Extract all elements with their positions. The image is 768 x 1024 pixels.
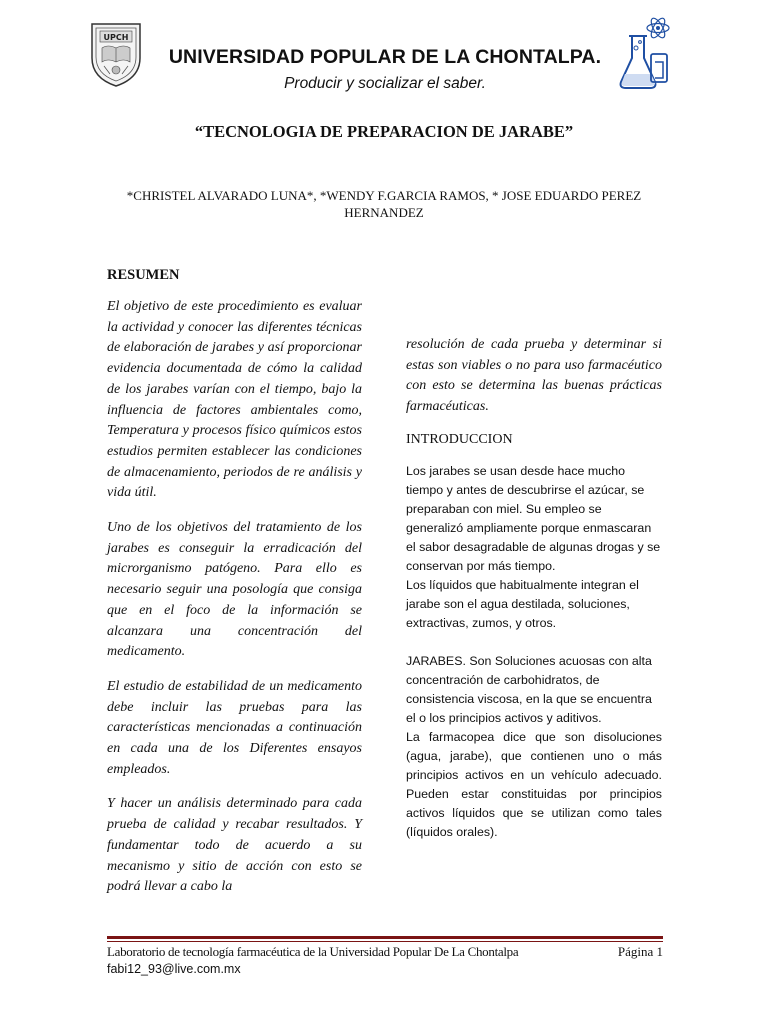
resumen-continuation: resolución de cada prueba y determinar si estas son viables o no para uso farmacéutico con esto se determina las buenas prácticas farmacéuticas. [406,337,662,415]
chemistry-flask-logo [618,12,674,94]
university-seal-logo [88,18,144,88]
paragraph-gap [406,633,662,652]
introduccion-heading: INTRODUCCION [406,431,513,447]
resumen-paragraph: El objetivo de este procedimiento es evaluar la actividad y conocer las diferentes técnicas de elaboración de jarabes y así proporcionar evidencia documentada de cómo la calidad de los jarabes varían con el tiempo, bajo la influencia de factores ambientales como, Temperatura y procesos físico químicos estos estudios permiten establecer las condiciones de almacenamiento, periodos de re análisis y vida útil. [107,299,362,501]
university-name: UNIVERSIDAD POPULAR DE LA CHONTALPA. [168,46,602,68]
resumen-paragraph: Y hacer un análisis determinado para cada prueba de calidad y recabar resultados. Y fundamentar todo de acuerdo a su mecanismo y sitio de acción con esto se podrá llevar a cabo la [107,796,362,895]
footer-text: Laboratorio de tecnología farmacéutica de la Universidad Popular De La Chontalpa [107,944,519,959]
resumen-heading: RESUMEN [107,267,180,283]
svg-text:UPCH: UPCH [103,33,129,42]
resumen-paragraph: El estudio de estabilidad de un medicamento debe incluir las pruebas para las características mencionadas a continuación en cada una de los Diferentes ensayos empleados. [107,678,362,777]
authors-line: *CHRISTEL ALVARADO LUNA*, *WENDY F.GARCIA RAMOS, * JOSE EDUARDO PEREZ HERNANDEZ [126,188,642,220]
left-column [107,297,362,912]
footer-email: fabi12_93@live.com.mx [107,962,241,976]
footer-rule-thick [107,936,663,939]
intro-paragraph: Los líquidos que habitualmente integran el jarabe son el agua destilada, soluciones, extractivas, zumos, y otros. [406,577,639,630]
page-footer [107,944,663,960]
resumen-paragraph: Uno de los objetivos del tratamiento de los jarabes es conseguir la erradicación del microrganismo patógeno. Para ello es necesario seguir una posología que consiga que en el foco de la información se alcanzara una concentración del medicamento. [107,520,362,660]
page-number: Página 1 [617,944,663,959]
intro-paragraph: Los jarabes se usan desde hace mucho tiempo y antes de descubrirse el azúcar, se preparaban con miel. Su empleo se generalizó ampliamente porque enmascaran el sabor desagradable de algunas drogas y se conservan por más tiempo. [406,463,661,573]
jarabes-paragraph: La farmacopea dice que son disoluciones (agua, jarabe), que contienen uno o más principios activos en un vehículo adecuado. Pueden estar constituidas por principios activos líquidos que se utilizan como tales (líquidos orales). [406,729,662,839]
footer-rule-thin [107,941,663,942]
document-title: “TECNOLOGIA DE PREPARACION DE JARABE” [194,122,574,141]
right-column [406,335,662,842]
university-motto: Producir y socializar el saber. [284,75,486,92]
jarabes-paragraph: JARABES. Son Soluciones acuosas con alta concentración de carbohidratos, de consistencia viscosa, en la que se encuentra el o los principios activos y aditivos. [406,653,652,725]
